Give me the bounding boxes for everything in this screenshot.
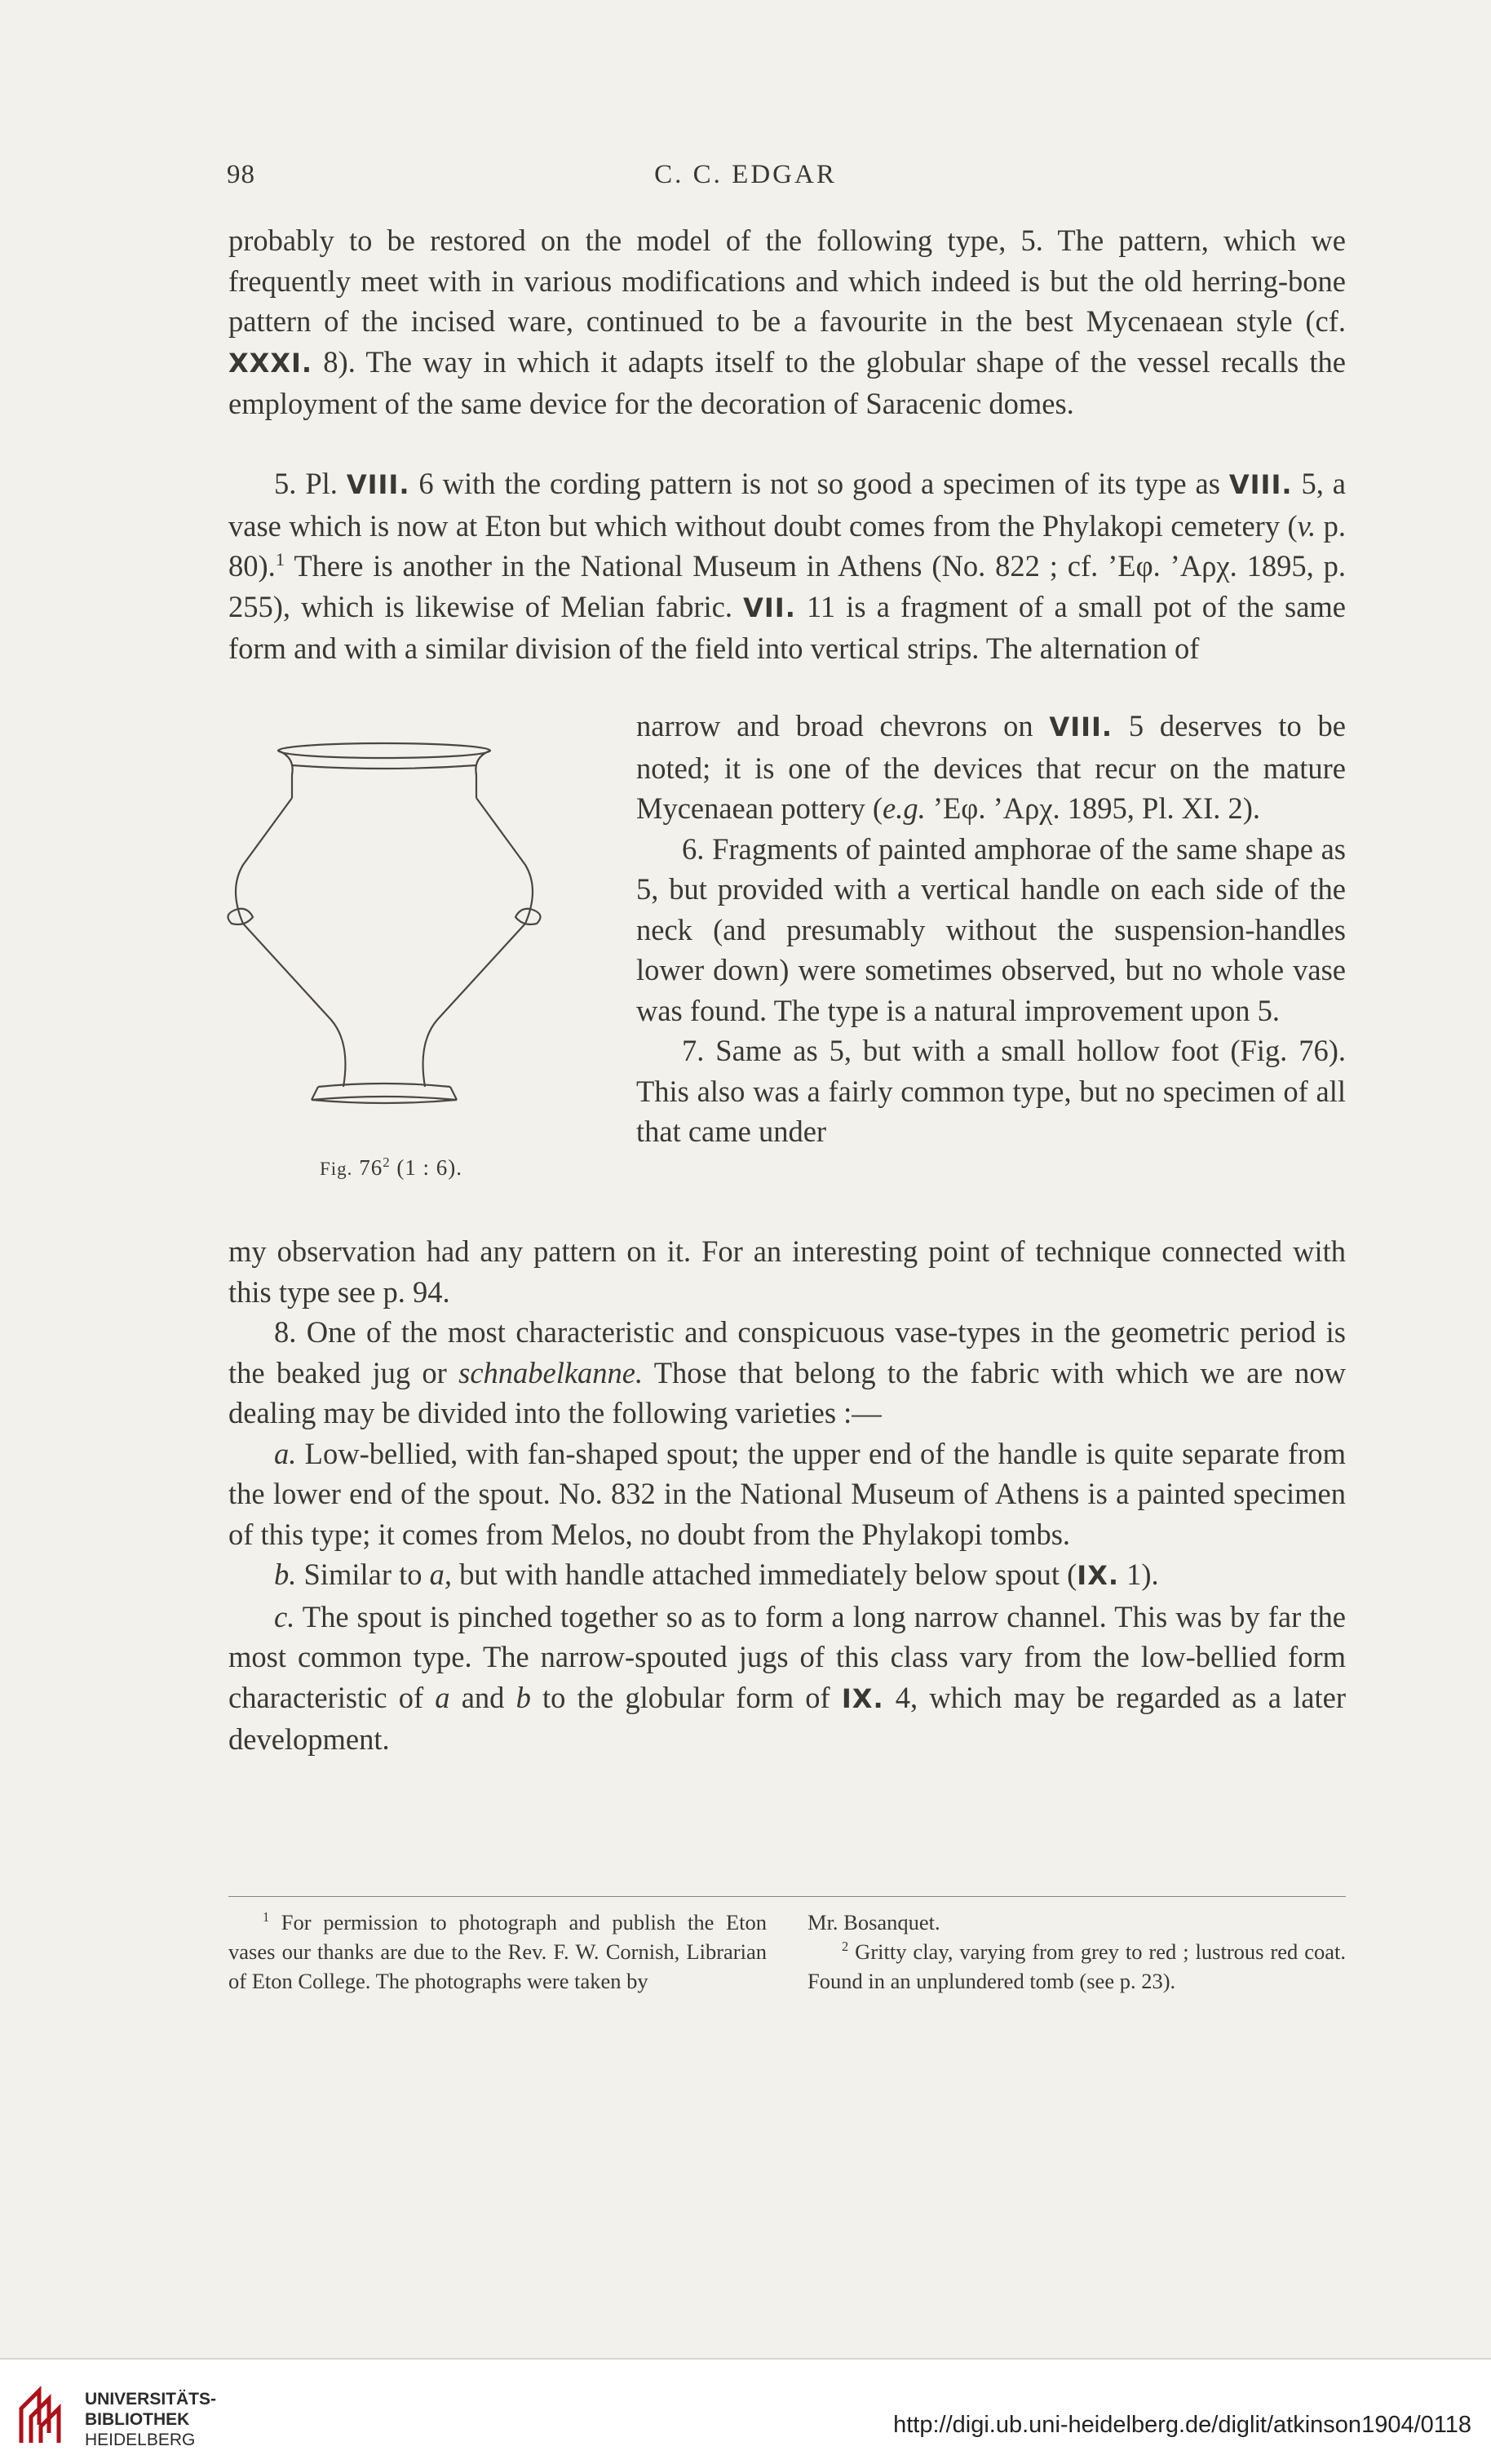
text-block-section-8 [228,1231,1346,1760]
paragraph-herring-bone: probably to be restored on the model of the following type, 5. The pattern, which we frequently meet with in various modifications and which indeed is but the old herring-bone pattern of the incised ware, continued to be a favourite in the best Mycenaean style (cf. XXXI. 8). The way in which it adapts itself to the globular shape of the vessel recalls the employment of the same device for the decoration of Saracenic domes. [228,224,1346,420]
library-logo-icon [15,2384,72,2449]
page-header [0,160,1491,201]
paragraph-variety-a: a. Low-bellied, with fan-shaped spout; the upper end of the handle is quite separate from the lower end of the spout. No. 832 in the National Museum of Athens is a painted specimen of this type; it comes from Melos, no doubt from the Phylakopi tombs. [228,1436,1346,1551]
paragraph-5-continued: narrow and broad chevrons on VIII. 5 deserves to be noted; it is one of the devices that recur on the mature Mycenaean pottery (e.g. ’Εφ. ’Αρχ. 1895, Pl. XI. 2). [636,709,1346,825]
paragraph-6: 6. Fragments of painted amphorae of the same shape as 5, but provided with a vertical handle on each side of the neck (and presumably without the suspension-handles lower down) were sometimes observed, but no whole vase was found. The type is a natural improvement upon 5. [636,831,1346,1027]
footnote-2: $^2$ Gritty clay, varying from grey to red ; lustrous red coat. Found in an unplundered tomb (see p. 23). [807,1939,1346,1993]
library-name: UNIVERSITÄTS- BIBLIOTHEK HEIDELBERG [85,2390,217,2449]
running-head: C. C. EDGAR [654,160,837,189]
page-number: 98 [227,160,255,189]
text-column-beside-figure [636,706,1346,1152]
text-block-section-5 [228,463,1346,669]
footnotes-right-column [807,1908,1346,1996]
figure-caption: Fig. $76^2$ (1 : 6). [320,1154,463,1180]
permalink-url[interactable]: http://digi.ub.uni-heidelberg.de/diglit/atkinson1904/0118 [893,2412,1471,2438]
footnote-1-continued: Mr. Bosanquet. [807,1910,940,1934]
footnote-rule [228,1896,1346,1897]
vase-figure [220,734,604,1142]
paragraph-5: 5. Pl. VIII. 6 with the cording pattern is not so good a specimen of its type as VIII. 5, a vase which is now at Eton but which without doubt comes from the Phylakopi cemetery (v. p. 80).$^1$ There is another in the National Museum in Athens (No. 822 ; cf. ’Εφ. ’Αρχ. 1895, p. 255), which is likewise of Melian fabric. VII. 11 is a fragment of a small pot of the same form and with a similar division of the field into vertical strips. The alternation of [228,467,1347,665]
paragraph-7: 7. Same as 5, but with a small hollow foot (Fig. 76). This also was a fairly common type, but no specimen of all that came under [636,1034,1346,1148]
footnote-ref-1: 1 [275,548,285,569]
footnotes-left-column [228,1908,767,1996]
paragraph-variety-c: c. The spout is pinched together so as to form a long narrow channel. This was by far the most common type. The narrow-spouted jugs of this class vary from the low-bellied form characteristic of a and b to the globular form of IX. 4, which may be regarded as a later development. [228,1599,1346,1756]
viewer-footer [0,2358,1491,2464]
paragraph-8: 8. One of the most characteristic and conspicuous vase-types in the geometric period is the beaked jug or schnabelkanne. Those that belong to the fabric with which we are now dealing may be divided into the following varieties :— [228,1315,1346,1429]
footnote-1: $^1$ For permission to photograph and publish the Eton vases our thanks are due to the Rev. F. W. Cornish, Librarian of Eton College. The photographs were taken by [228,1909,767,1993]
paragraph-7-continued: my observation had any pattern on it. For an interesting point of technique connected with this type see p. 94. [228,1234,1346,1309]
text-block-top [228,220,1346,424]
paragraph-variety-b: b. Similar to a, but with handle attached immediately below spout (IX. 1). [274,1558,1159,1591]
